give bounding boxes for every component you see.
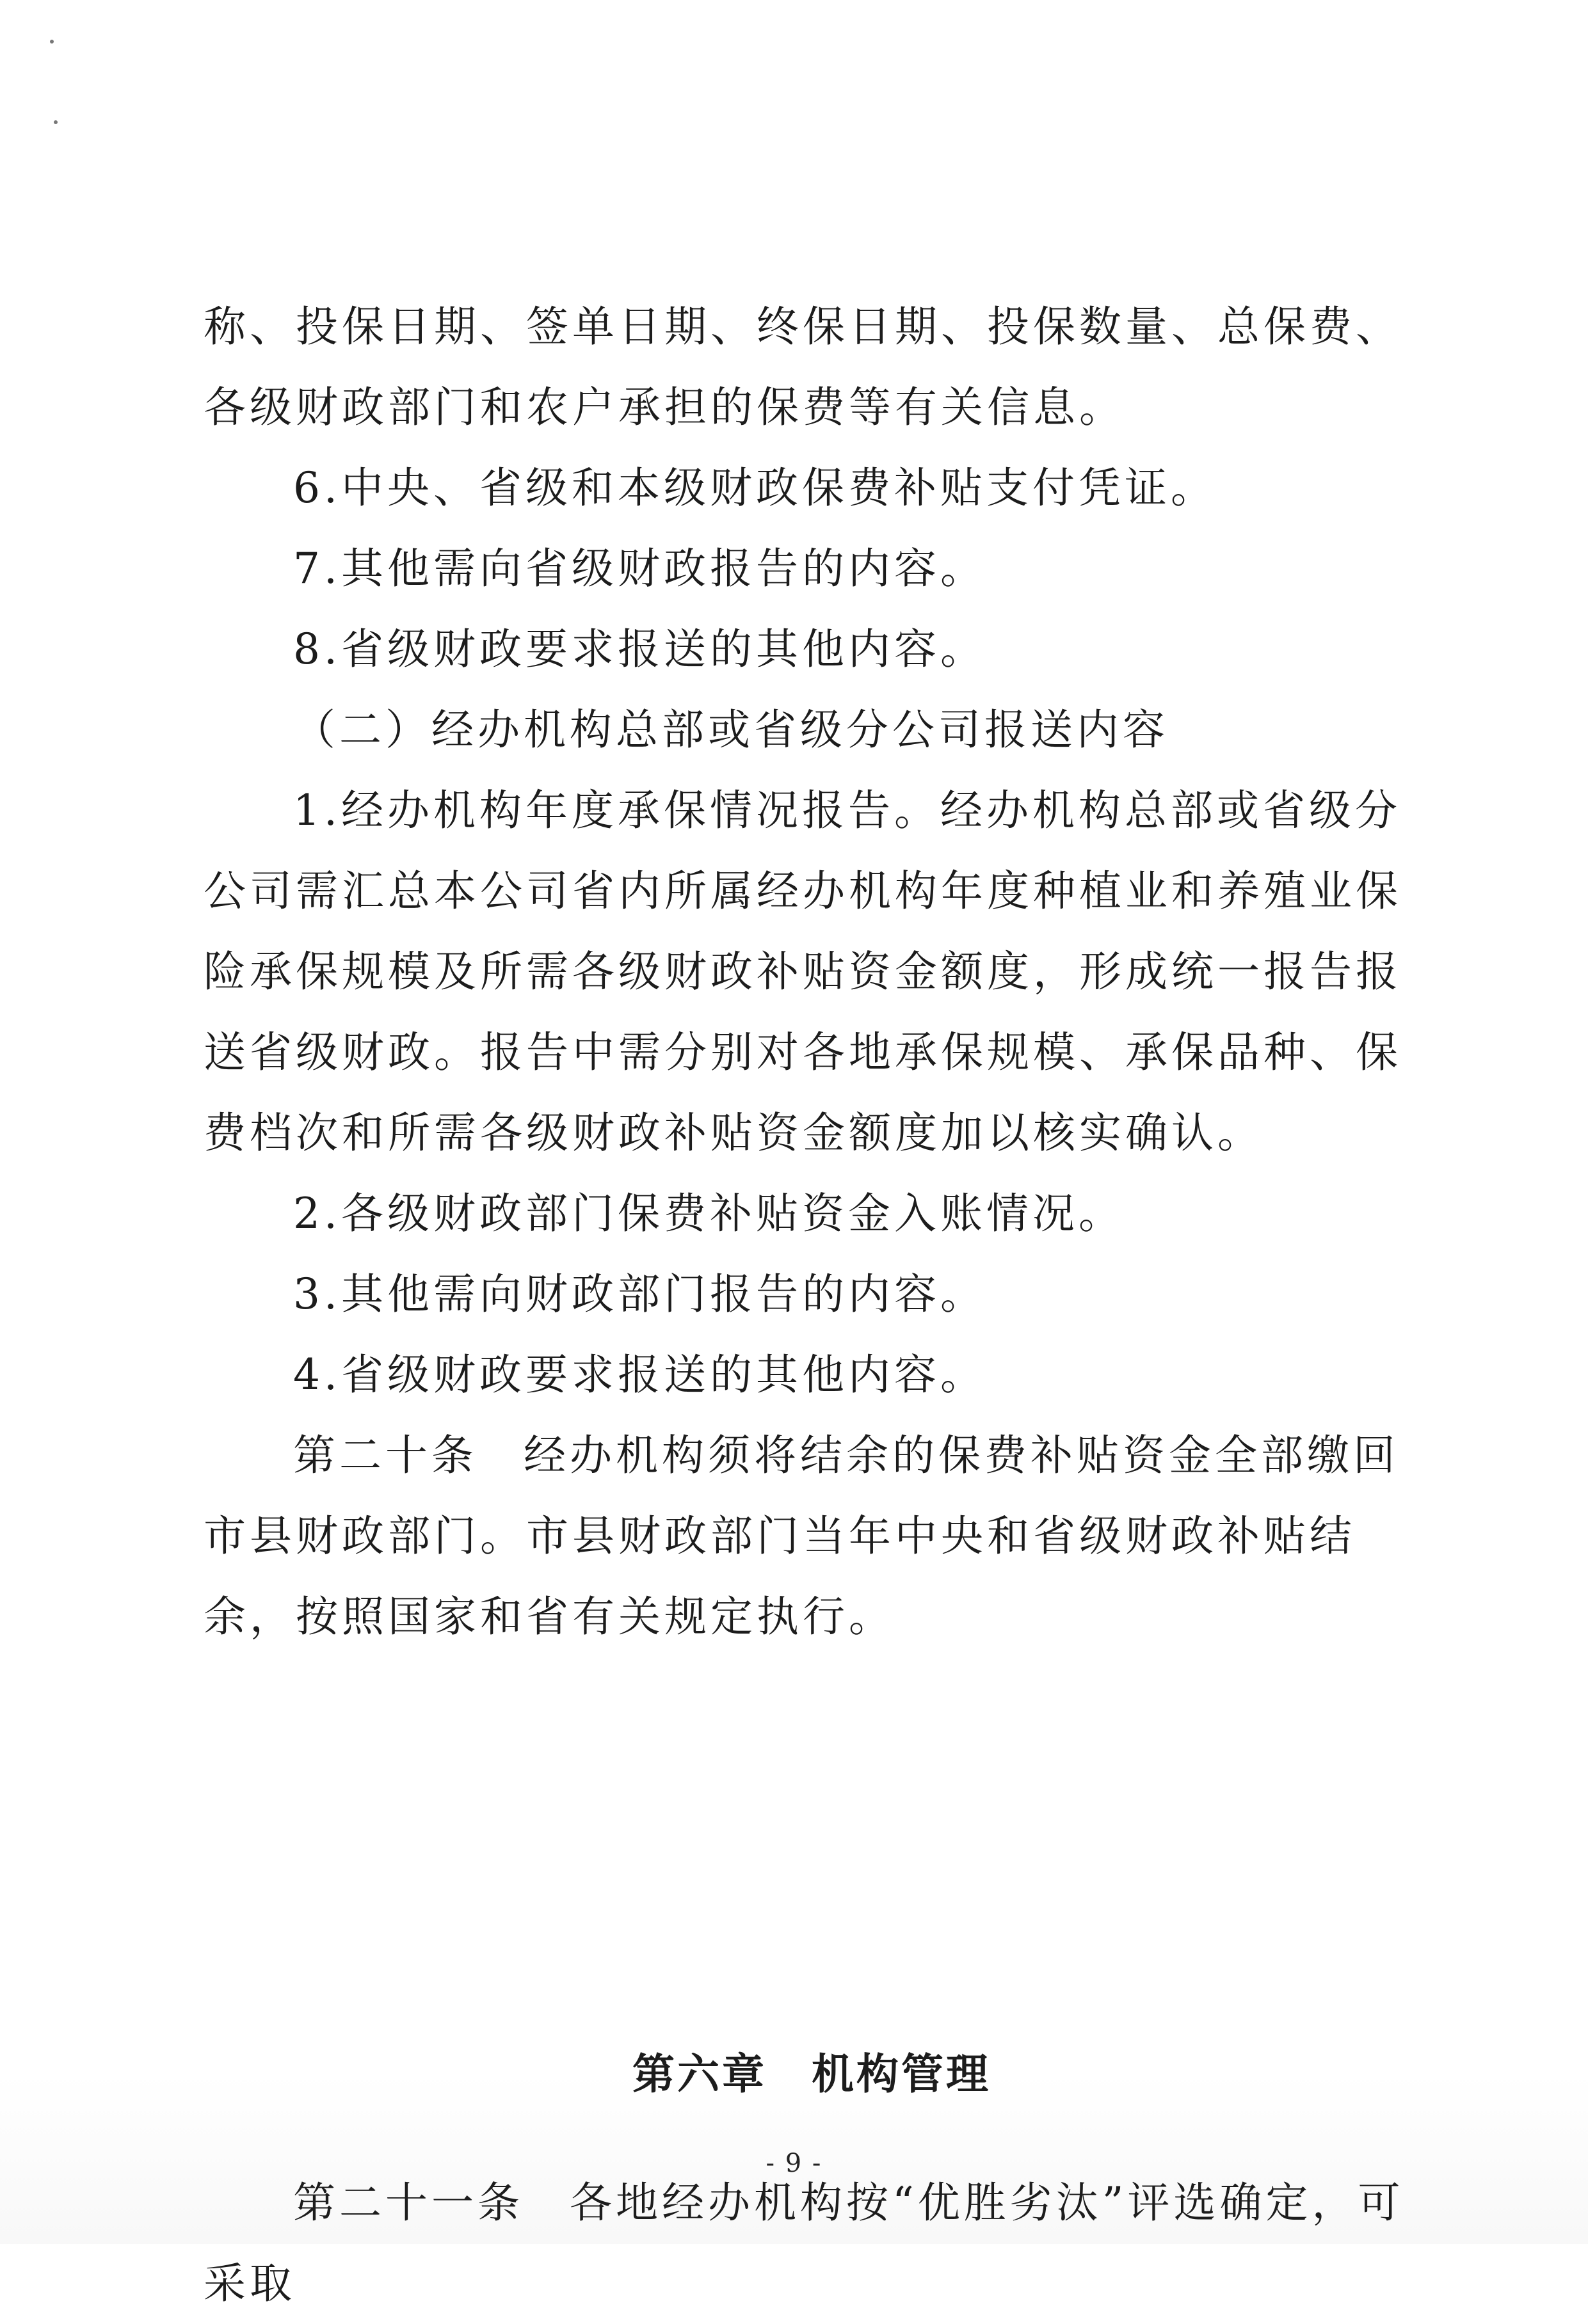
chapter-title: 第六章 机构管理 [632, 2049, 991, 2099]
body-text [204, 287, 1420, 2308]
paragraph-item-3: 3.其他需向财政部门报告的内容。 [293, 1269, 986, 1319]
scan-speck [50, 40, 54, 44]
chapter-body [204, 2163, 1420, 2324]
page-number: - 9 - [766, 2149, 822, 2178]
section-heading-2: （二）经办机构总部或省级分公司报送内容 [293, 705, 1169, 754]
article-20: 第二十条 经办机构须将结余的保费补贴资金全部缴回市县财政部门。市县财政部门当年中央和省级财政补贴结余，按照国家和省有关规定执行。 [204, 1431, 1399, 1641]
paragraph-item-6: 6.中央、省级和本级财政保费补贴支付凭证。 [293, 463, 1217, 513]
paragraph-item-2: 2.各级财政部门保费补贴资金入账情况。 [293, 1189, 1125, 1238]
paragraph-item-7: 7.其他需向省级财政报告的内容。 [293, 544, 986, 593]
paragraph-item-8: 8.省级财政要求报送的其他内容。 [293, 625, 986, 674]
paragraph-info-fields: 称、投保日期、签单日期、终保日期、投保数量、总保费、各级财政部门和农户承担的保费等有关信息。 [204, 302, 1402, 432]
scan-speck [54, 120, 58, 124]
paragraph-annual-report: 1.经办机构年度承保情况报告。经办机构总部或省级分公司需汇总本公司省内所属经办机构年度种植业和养殖业保险承保规模及所需各级财政补贴资金额度，形成统一报告报送省级财政。报告中需分别对各地承保规模、承保品种、保费档次和所需各级财政补贴资金额度加以核实确认。 [204, 786, 1402, 1158]
paragraph-item-4: 4.省级财政要求报送的其他内容。 [293, 1350, 986, 1399]
article-21: 第二十一条 各地经办机构按“优胜劣汰”评选确定，可采取 [204, 2178, 1404, 2308]
